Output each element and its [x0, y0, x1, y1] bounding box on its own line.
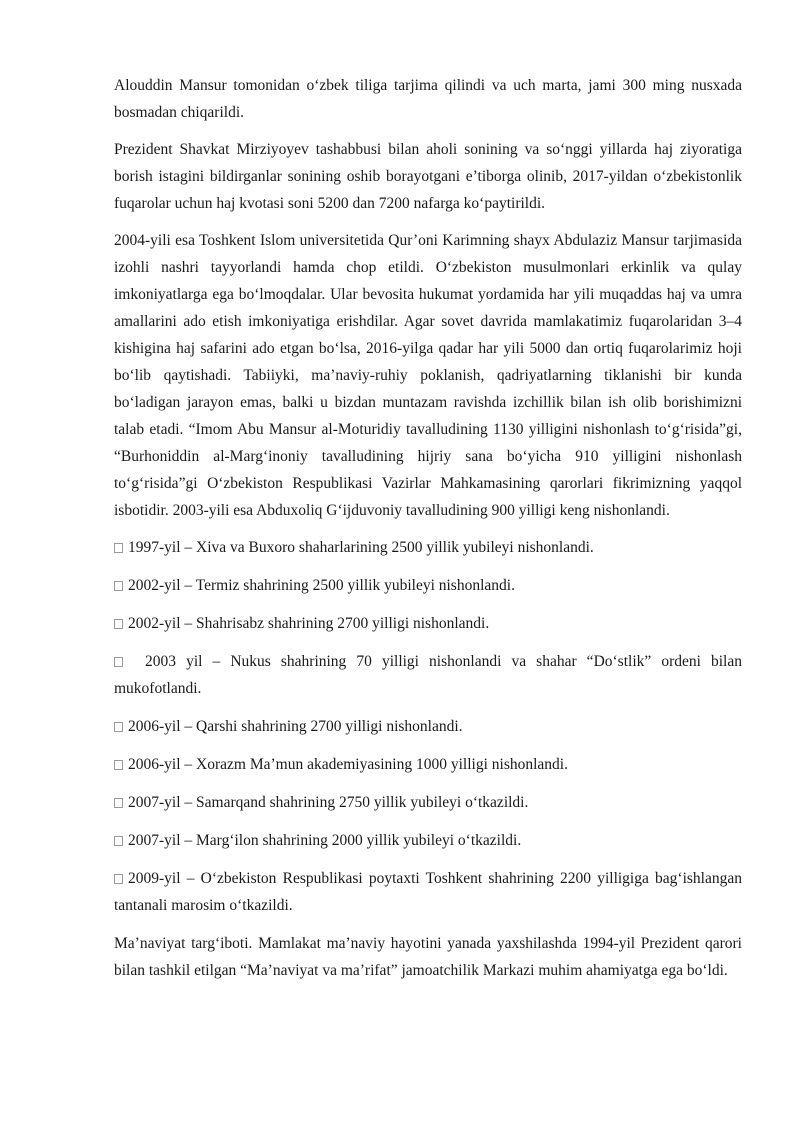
list-item-text: 2009-yil – O‘zbekiston Respublikasi poytaxti Toshkent shahrining 2200 yilligiga bag‘ishlangan tantanali marosim o‘tkazildi. — [114, 870, 742, 914]
list-item — [114, 865, 742, 919]
checkbox-bullet-icon — [114, 581, 123, 591]
list-item-text: 2006-yil – Qarshi shahrining 2700 yilligi nishonlandi. — [128, 718, 463, 735]
checkbox-bullet-icon — [114, 657, 123, 667]
list-item-text: 2007-yil – Marg‘ilon shahrining 2000 yillik yubileyi o‘tkazildi. — [128, 832, 522, 849]
list-item — [114, 789, 742, 816]
paragraph: Prezident Shavkat Mirziyoyev tashabbusi bilan aholi sonining va so‘nggi yillarda haj ziyoratiga borish istagini bildirganlar sonining oshib borayotgani e’tiborga olinib, 2017-yildan o‘zbekistonlik fuqarolar uchun haj kvotasi soni 5200 dan 7200 nafarga ko‘paytirildi. — [114, 141, 742, 212]
list-item — [114, 713, 742, 740]
list-item — [114, 534, 742, 561]
checkbox-bullet-icon — [114, 874, 123, 884]
checkbox-bullet-icon — [114, 543, 123, 553]
list-item-text: 2002-yil – Termiz shahrining 2500 yillik yubileyi nishonlandi. — [128, 577, 515, 594]
anniversary-list — [114, 534, 742, 919]
paragraph: 2004-yili esa Toshkent Islom universitetida Qur’oni Karimning shayx Abdulaziz Mansur tarjimasida izohli nashri tayyorlandi hamda chop etildi. O‘zbekiston musulmonlari erkinlik va qulay imkoniyatlarga ega bo‘lmoqdalar. Ular bevosita hukumat yordamida har yili muqaddas haj va umra amallarini ado etish imkoniyatiga erishdilar. Agar sovet davrida mamlakatimiz fuqarolaridan 3–4 kishigina haj safarini ado etgan bo‘lsa, 2016-yilga qadar har yili 5000 dan ortiq fuqarolarimiz hoji bo‘lib qaytishadi. Tabiiyki, ma’naviy-ruhiy poklanish, qadriyatlarning tiklanishi bir kunda bo‘ladigan jarayon emas, balki u bizdan muntazam ravishda izchillik bilan ish olib borishimizni talab etadi. “Imom Abu Mansur al-Moturidiy tavalludining 1130 yilligini nishonlash to‘g‘risida”gi, “Burhoniddin al-Marg‘inoniy tavalludining hijriy sana bo‘yicha 910 yilligini nishonlash to‘g‘risida”gi O‘zbekiston Respublikasi Vazirlar Mahkamasining qarorlari fikrimizning yaqqol isbotidir. 2003-yili esa Abduxoliq G‘ijduvoniy tavalludining 900 yilligi keng nishonlandi. — [114, 232, 742, 519]
checkbox-bullet-icon — [114, 836, 123, 846]
list-item-text: 2007-yil – Samarqand shahrining 2750 yillik yubileyi o‘tkazildi. — [128, 794, 529, 811]
list-item — [114, 610, 742, 637]
checkbox-bullet-icon — [114, 760, 123, 770]
list-item — [114, 648, 742, 702]
list-item-text: 1997-yil – Xiva va Buxoro shaharlarining 2500 yillik yubileyi nishonlandi. — [128, 539, 594, 556]
list-item-text: 2002-yil – Shahrisabz shahrining 2700 yilligi nishonlandi. — [128, 615, 490, 632]
checkbox-bullet-icon — [114, 722, 123, 732]
document-page — [114, 72, 742, 994]
list-item — [114, 751, 742, 778]
list-item — [114, 572, 742, 599]
list-item — [114, 827, 742, 854]
checkbox-bullet-icon — [114, 798, 123, 808]
paragraph: Ma’naviyat targ‘iboti. Mamlakat ma’naviy hayotini yanada yaxshilashda 1994-yil Prezident qarori bilan tashkil etilgan “Ma’naviyat va ma’rifat” jamoatchilik Markazi muhim ahamiyatga ega bo‘ldi. — [114, 935, 742, 979]
list-item-text: 2006-yil – Xorazm Ma’mun akademiyasining 1000 yilligi nishonlandi. — [128, 756, 568, 773]
list-item-text: 2003 yil – Nukus shahrining 70 yilligi nishonlandi va shahar “Do‘stlik” ordeni bilan mukofotlandi. — [114, 653, 742, 697]
checkbox-bullet-icon — [114, 619, 123, 629]
paragraph: Alouddin Mansur tomonidan o‘zbek tiliga tarjima qilindi va uch marta, jami 300 ming nusxada bosmadan chiqarildi. — [114, 77, 742, 121]
